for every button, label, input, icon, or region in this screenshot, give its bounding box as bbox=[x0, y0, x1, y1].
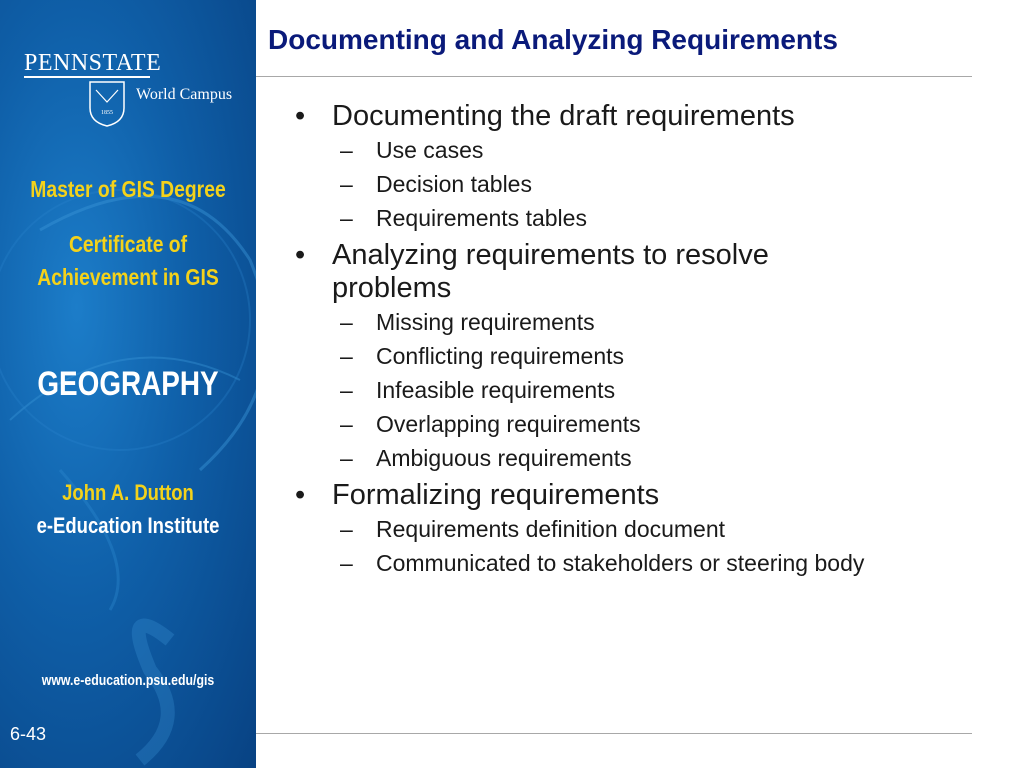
dash-marker: – bbox=[340, 445, 353, 471]
bullet-list bbox=[290, 96, 1010, 580]
sub-bullet-item bbox=[290, 339, 1010, 373]
degree-label: Master of GIS Degree bbox=[30, 176, 226, 202]
bullet-marker: • bbox=[295, 100, 306, 132]
dash-marker: – bbox=[340, 309, 353, 335]
certificate-line1: Certificate of bbox=[68, 231, 188, 257]
sub-bullet-item bbox=[290, 407, 1010, 441]
bullet-marker: • bbox=[295, 239, 306, 271]
sub-bullet-text: Overlapping requirements bbox=[376, 411, 641, 437]
slide-title: Documenting and Analyzing Requirements bbox=[268, 24, 838, 55]
sub-bullet-item bbox=[290, 373, 1010, 407]
sub-bullet-text: Missing requirements bbox=[376, 309, 595, 335]
dash-marker: – bbox=[340, 137, 353, 163]
institute-name-line1: John A. Dutton bbox=[62, 480, 194, 505]
bullet-text-line1: Analyzing requirements to resolve bbox=[332, 239, 769, 271]
bullet-item bbox=[290, 239, 1010, 305]
sub-bullet-text: Use cases bbox=[376, 137, 484, 163]
sub-bullet-text: Requirements tables bbox=[376, 205, 587, 231]
certificate-label bbox=[20, 228, 235, 294]
sub-bullet-text: Infeasible requirements bbox=[376, 377, 616, 403]
bullet-text: Documenting the draft requirements bbox=[332, 100, 795, 132]
bullet-item bbox=[290, 100, 1010, 133]
world-campus-label: World Campus bbox=[136, 86, 233, 103]
dash-marker: – bbox=[340, 377, 353, 403]
pennstate-logo: PENNSTATE bbox=[24, 50, 162, 76]
title-divider bbox=[256, 76, 972, 77]
geography-label: GEOGRAPHY bbox=[37, 365, 219, 403]
dash-marker: – bbox=[340, 516, 353, 542]
bullet-item bbox=[290, 479, 1010, 512]
certificate-line2: Achievement in GIS bbox=[37, 264, 219, 290]
sidebar-panel bbox=[0, 0, 256, 768]
sub-bullet-text: Conflicting requirements bbox=[376, 343, 625, 369]
pennstate-shield-icon bbox=[88, 80, 126, 128]
sub-bullet-item bbox=[290, 441, 1010, 475]
sub-bullet-item bbox=[290, 546, 1010, 580]
bullet-marker: • bbox=[295, 479, 306, 511]
slide-number: 6-43 bbox=[10, 724, 47, 744]
sub-bullet-item bbox=[290, 133, 1010, 167]
dash-marker: – bbox=[340, 343, 353, 369]
sub-bullet-text: Communicated to stakeholders or steering body bbox=[376, 550, 865, 576]
sub-bullet-text: Requirements definition document bbox=[376, 516, 726, 542]
sub-bullet-item bbox=[290, 305, 1010, 339]
sub-bullet-item bbox=[290, 167, 1010, 201]
footer-divider bbox=[256, 733, 972, 734]
shield-year: 1855 bbox=[101, 110, 113, 116]
dash-marker: – bbox=[340, 550, 353, 576]
sub-bullet-item bbox=[290, 512, 1010, 546]
website-url: www.e-education.psu.edu/gis bbox=[41, 672, 215, 689]
sub-bullet-text: Ambiguous requirements bbox=[376, 445, 632, 471]
sub-bullet-text: Decision tables bbox=[376, 171, 532, 197]
sub-bullet-item bbox=[290, 201, 1010, 235]
logo-divider bbox=[24, 76, 150, 78]
institute-name-line2: e-Education Institute bbox=[36, 513, 220, 538]
dash-marker: – bbox=[340, 171, 353, 197]
dash-marker: – bbox=[340, 205, 353, 231]
bullet-text: Formalizing requirements bbox=[332, 479, 660, 511]
bullet-text-line2: problems bbox=[332, 272, 452, 304]
dash-marker: – bbox=[340, 411, 353, 437]
